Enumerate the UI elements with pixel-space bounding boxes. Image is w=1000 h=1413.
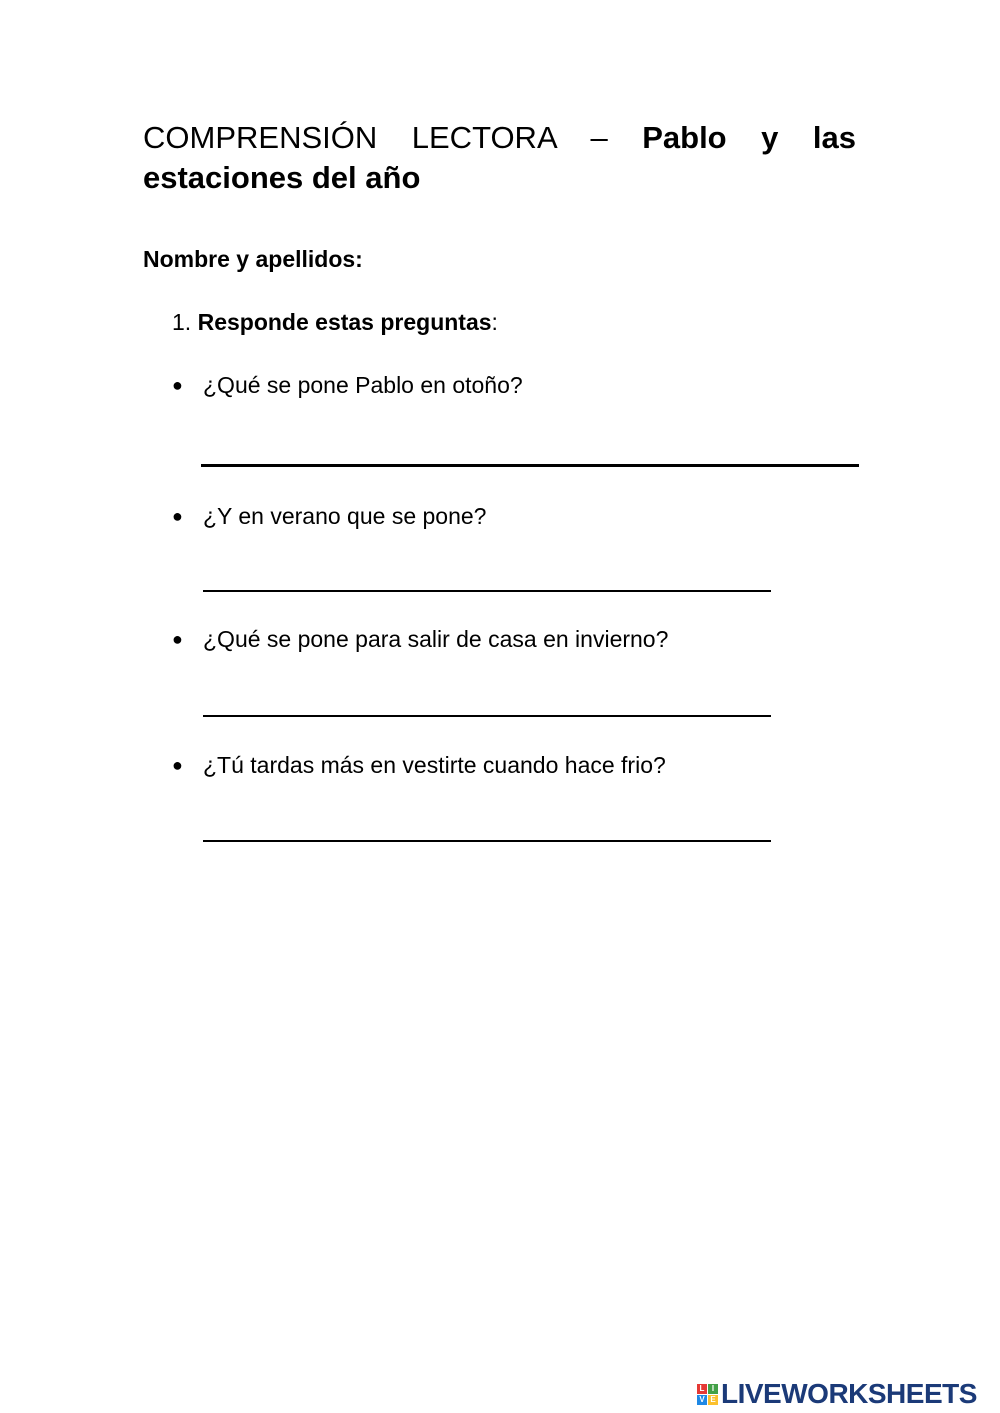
question-text: ¿Qué se pone Pablo en otoño? bbox=[203, 372, 523, 398]
task-colon: : bbox=[491, 309, 498, 335]
title-bold: Pablo y las estaciones del año bbox=[143, 120, 857, 195]
task-label: Responde estas preguntas bbox=[197, 309, 492, 335]
logo-mark-e: E bbox=[708, 1395, 718, 1405]
answer-line-3[interactable] bbox=[203, 715, 771, 717]
logo-mark-icon bbox=[697, 1384, 718, 1405]
question-1 bbox=[172, 372, 523, 399]
title-plain: COMPRENSIÓN LECTORA – bbox=[143, 120, 643, 155]
bullet-icon: ● bbox=[172, 375, 183, 395]
logo-mark-v: V bbox=[697, 1395, 707, 1405]
task-number: 1. bbox=[172, 309, 198, 335]
worksheet-title bbox=[143, 118, 856, 198]
answer-line-1[interactable] bbox=[201, 464, 859, 467]
question-4 bbox=[172, 752, 666, 779]
answer-line-2[interactable] bbox=[203, 590, 771, 592]
question-3 bbox=[172, 626, 668, 653]
name-label: Nombre y apellidos: bbox=[143, 246, 363, 272]
bullet-icon: ● bbox=[172, 506, 183, 526]
question-text: ¿Tú tardas más en vestirte cuando hace frio? bbox=[203, 752, 666, 778]
answer-line-4[interactable] bbox=[203, 840, 771, 842]
question-text: ¿Qué se pone para salir de casa en invierno? bbox=[203, 626, 669, 652]
bullet-icon: ● bbox=[172, 755, 183, 775]
bullet-icon: ● bbox=[172, 629, 183, 649]
logo-text: LIVEWORKSHEETS bbox=[721, 1378, 977, 1409]
liveworksheets-logo[interactable] bbox=[697, 1378, 977, 1410]
task-heading bbox=[172, 309, 498, 336]
logo-mark-i: I bbox=[708, 1384, 718, 1394]
question-2 bbox=[172, 503, 486, 530]
logo-mark-l: L bbox=[697, 1384, 707, 1394]
question-text: ¿Y en verano que se pone? bbox=[203, 503, 487, 529]
